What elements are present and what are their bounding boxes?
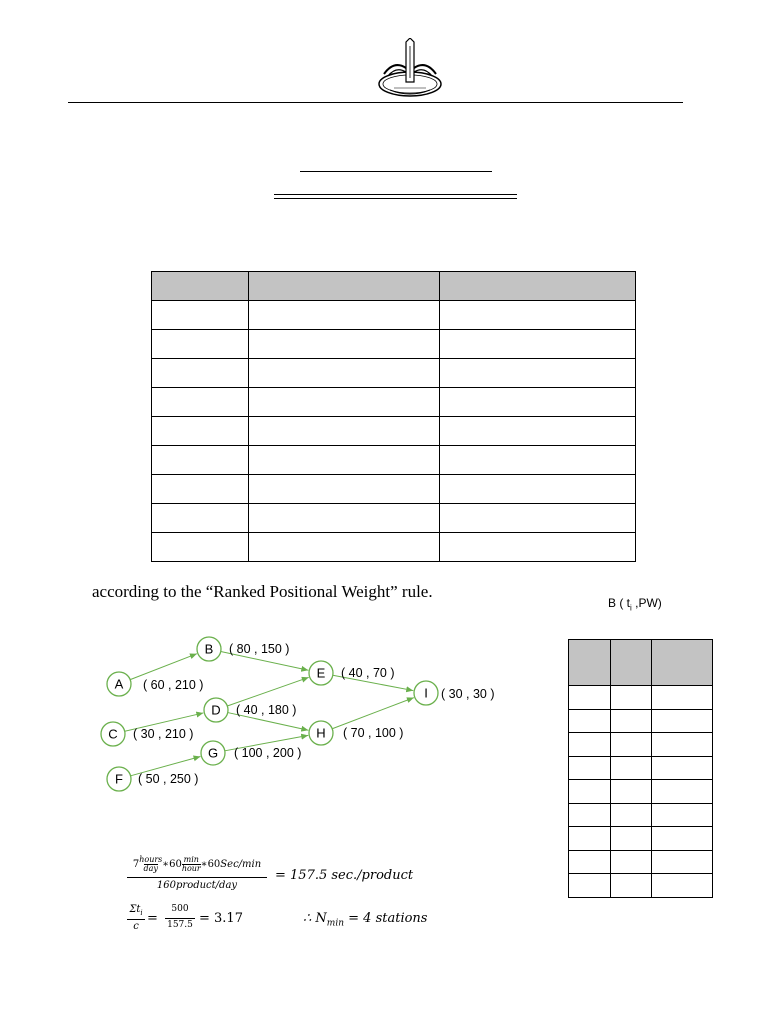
table1-cell xyxy=(152,533,249,562)
table1-cell xyxy=(440,446,636,475)
table2-cell xyxy=(611,709,652,733)
table1-cell xyxy=(249,446,440,475)
table1-header-cell xyxy=(440,272,636,301)
table2-cell xyxy=(569,733,611,757)
table1-cell xyxy=(152,446,249,475)
node-b-time-weight: ( 80 , 150 ) xyxy=(229,642,290,656)
table2-cell xyxy=(611,850,652,874)
node-label: D xyxy=(211,702,221,718)
node-label: C xyxy=(108,726,118,742)
subtitle-double-underline xyxy=(274,194,517,199)
table1-cell xyxy=(152,417,249,446)
node-legend-label: B ( $t_i$ ,PW) xyxy=(608,596,662,613)
table2-cell xyxy=(652,686,713,710)
table2-cell xyxy=(652,733,713,757)
table1-row xyxy=(152,446,636,475)
node-d xyxy=(204,698,228,722)
table1-header-cell xyxy=(152,272,249,301)
table2-cell xyxy=(652,827,713,851)
header-rule xyxy=(68,102,683,103)
table1-cell xyxy=(249,533,440,562)
node-label: H xyxy=(316,725,326,741)
node-i-time-weight: ( 30 , 30 ) xyxy=(441,687,495,701)
table1-row xyxy=(152,388,636,417)
table1-cell xyxy=(249,417,440,446)
rule-sentence: according to the “Ranked Positional Weight” rule. xyxy=(92,582,433,601)
table2-header-row xyxy=(569,640,713,686)
table2-cell xyxy=(569,756,611,780)
table2-cell xyxy=(611,803,652,827)
table1-row xyxy=(152,417,636,446)
table1-header-cell xyxy=(249,272,440,301)
table2-cell xyxy=(569,709,611,733)
table2-cell xyxy=(569,686,611,710)
node-g xyxy=(201,741,225,765)
table2-row xyxy=(569,874,713,898)
table2-row xyxy=(569,827,713,851)
table2-row xyxy=(569,780,713,804)
table2-row xyxy=(569,686,713,710)
title-underline xyxy=(300,171,492,172)
node-a-time-weight: ( 60 , 210 ) xyxy=(143,678,204,692)
table2-cell xyxy=(652,874,713,898)
node-label: F xyxy=(115,771,123,787)
table1-row xyxy=(152,359,636,388)
table1-cell xyxy=(440,504,636,533)
table2-row xyxy=(569,756,713,780)
table1-cell xyxy=(152,504,249,533)
table1-cell xyxy=(249,504,440,533)
table1-cell xyxy=(440,330,636,359)
table1-cell xyxy=(249,330,440,359)
nmin-equation: $\Sigma t_i$ c = 500 157.5 = 3.17 ∴ $N_{min} = 4$ stations xyxy=(127,904,447,938)
table2-cell xyxy=(611,733,652,757)
table1-row xyxy=(152,475,636,504)
precedence-network xyxy=(0,620,540,820)
node-c xyxy=(101,722,125,746)
node-g-time-weight: ( 100 , 200 ) xyxy=(234,746,302,760)
table2-header-cell xyxy=(652,640,713,686)
node-i xyxy=(414,681,438,705)
node-label: G xyxy=(207,745,219,761)
table1-cell xyxy=(249,359,440,388)
table1-cell xyxy=(152,301,249,330)
table1-cell xyxy=(152,330,249,359)
table2-header-cell xyxy=(611,640,652,686)
node-e xyxy=(309,661,333,685)
table1-cell xyxy=(440,475,636,504)
node-label: E xyxy=(316,665,326,681)
table2-cell xyxy=(569,850,611,874)
table2-cell xyxy=(569,803,611,827)
table2-row xyxy=(569,850,713,874)
node-e-time-weight: ( 40 , 70 ) xyxy=(341,666,395,680)
table1-cell xyxy=(440,417,636,446)
table2-cell xyxy=(652,709,713,733)
table2-cell xyxy=(611,756,652,780)
table2-cell xyxy=(652,756,713,780)
table2-cell xyxy=(611,827,652,851)
node-f-time-weight: ( 50 , 250 ) xyxy=(138,772,199,786)
table1-row xyxy=(152,301,636,330)
table1-cell xyxy=(249,301,440,330)
table2-cell xyxy=(569,780,611,804)
table2-header-cell xyxy=(569,640,611,686)
table2-row xyxy=(569,733,713,757)
node-h xyxy=(309,721,333,745)
node-b xyxy=(197,637,221,661)
table2-cell xyxy=(611,780,652,804)
table2-cell xyxy=(611,874,652,898)
data-table-1 xyxy=(151,271,636,562)
node-label: B xyxy=(204,641,214,657)
cycle-time-equation: 7hours day ∗60 min hour∗60Sec/min 160product/day = 157.5 sec./product xyxy=(125,856,425,896)
node-label: A xyxy=(114,676,124,692)
node-c-time-weight: ( 30 , 210 ) xyxy=(133,727,194,741)
table1-row xyxy=(152,330,636,359)
node-label: I xyxy=(424,685,428,701)
table1-cell xyxy=(152,388,249,417)
table1-cell xyxy=(249,475,440,504)
table2-row xyxy=(569,803,713,827)
edge-a-b xyxy=(130,654,197,680)
table1-row xyxy=(152,504,636,533)
node-a xyxy=(107,672,131,696)
edge-d-e xyxy=(227,677,308,706)
table1-cell xyxy=(249,388,440,417)
table2-cell xyxy=(652,850,713,874)
university-logo xyxy=(376,38,444,100)
table1-cell xyxy=(440,388,636,417)
table1-row xyxy=(152,533,636,562)
table1-cell xyxy=(152,359,249,388)
table1-cell xyxy=(440,301,636,330)
table2-row xyxy=(569,709,713,733)
table1-cell xyxy=(152,475,249,504)
table2-cell xyxy=(569,874,611,898)
table1-cell xyxy=(440,359,636,388)
table1-cell xyxy=(440,533,636,562)
node-d-time-weight: ( 40 , 180 ) xyxy=(236,703,297,717)
node-f xyxy=(107,767,131,791)
node-h-time-weight: ( 70 , 100 ) xyxy=(343,726,404,740)
table1-header-row xyxy=(152,272,636,301)
table2-cell xyxy=(569,827,611,851)
table2-cell xyxy=(652,803,713,827)
table2-cell xyxy=(652,780,713,804)
table2-cell xyxy=(611,686,652,710)
data-table-2 xyxy=(568,639,713,898)
edge-h-i xyxy=(332,698,414,729)
